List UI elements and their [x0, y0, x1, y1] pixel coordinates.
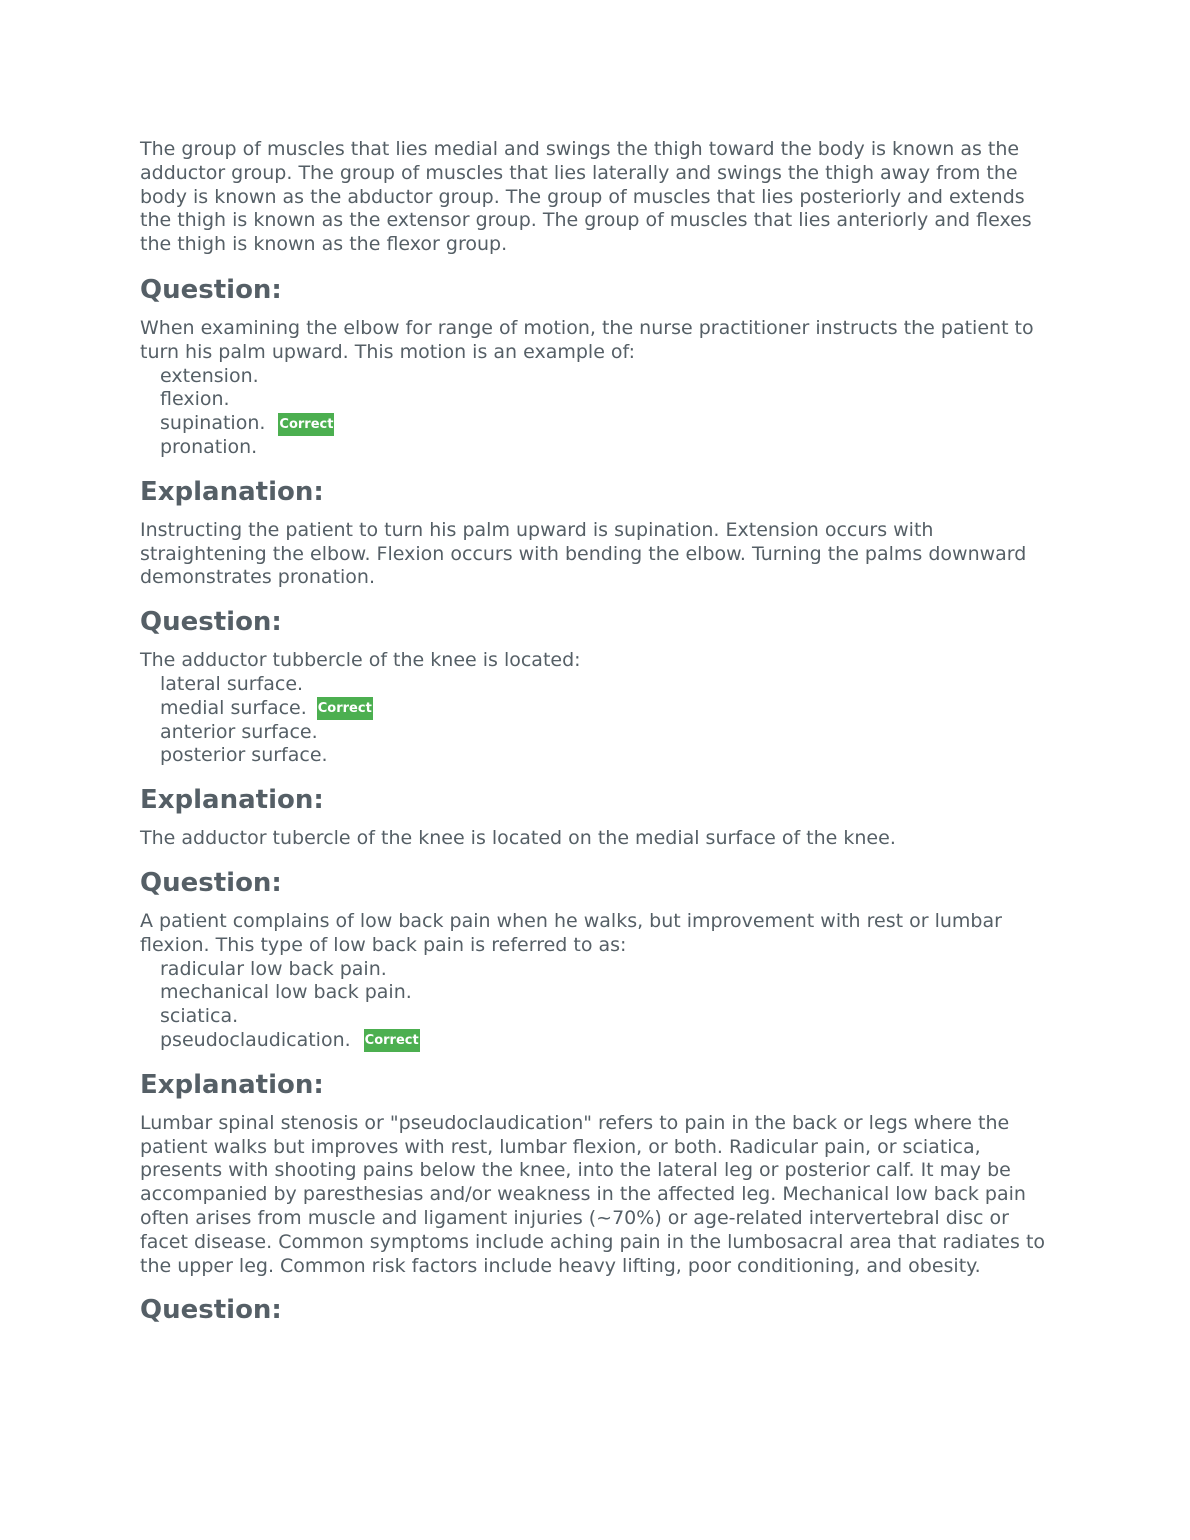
answer-option: [160, 958, 1050, 982]
answer-option-correct: [160, 1029, 1050, 1053]
question-text: When examining the elbow for range of motion, the nurse practitioner instructs the patient to turn his palm upward. This motion is an example of:: [140, 316, 1034, 363]
question-heading: Question:: [140, 1295, 282, 1326]
answer-option: [160, 744, 1050, 768]
explanation-heading: Explanation:: [140, 1069, 324, 1100]
correct-badge: Correct: [278, 413, 334, 436]
question-heading: Question:: [140, 274, 282, 305]
explanation-text: Instructing the patient to turn his palm upward is supination. Extension occurs with straightening the elbow. Flexion occurs with bending the elbow. Turning the palms downward demonstrates pronation.: [140, 518, 1027, 589]
answer-option: [160, 388, 1050, 412]
answer-option: [160, 436, 1050, 460]
question-text: A patient complains of low back pain when he walks, but improvement with rest or lumbar flexion. This type of low back pain is referred to as:: [140, 909, 1002, 956]
question-text: The adductor tubbercle of the knee is located:: [140, 649, 581, 672]
option-text: pseudoclaudication.: [160, 1028, 351, 1051]
answer-options: [140, 673, 1050, 768]
option-text: anterior surface.: [160, 720, 318, 743]
explanation-text: The adductor tubercle of the knee is located on the medial surface of the knee.: [140, 827, 896, 850]
intro-paragraph: The group of muscles that lies medial and swings the thigh toward the body is known as the adductor group. The group of muscles that lies laterally and swings the thigh away from the body is known as the abductor group. The group of muscles that lies posteriorly and extends the thigh is known as the extensor group. The group of muscles that lies anteriorly and flexes the thigh is known as the flexor group.: [140, 138, 1032, 256]
answer-option-correct: [160, 412, 1050, 436]
correct-badge: Correct: [317, 697, 373, 720]
answer-option: [160, 673, 1050, 697]
option-text: sciatica.: [160, 1005, 239, 1028]
option-text: flexion.: [160, 388, 230, 411]
answer-option: [160, 981, 1050, 1005]
answer-options: [140, 958, 1050, 1053]
option-text: extension.: [160, 364, 259, 387]
option-text: posterior surface.: [160, 744, 328, 767]
option-text: mechanical low back pain.: [160, 981, 412, 1004]
explanation-heading: Explanation:: [140, 476, 324, 507]
question-heading: Question:: [140, 867, 282, 898]
answer-option: [160, 721, 1050, 745]
answer-option: [160, 1005, 1050, 1029]
explanation-heading: Explanation:: [140, 785, 324, 816]
option-text: lateral surface.: [160, 672, 304, 695]
answer-option: [160, 365, 1050, 389]
option-text: supination.: [160, 412, 266, 435]
option-text: pronation.: [160, 435, 258, 458]
explanation-text: Lumbar spinal stenosis or "pseudoclaudication" refers to pain in the back or legs where the patient walks but improves with rest, lumbar flexion, or both. Radicular pain, or sciatica, presents with shooting pains below the knee, into the lateral leg or posterior calf. It may be accompanied by paresthesias and/or weakness in the affected leg. Mechanical low back pain often arises from muscle and ligament injuries (~70%) or age-related intervertebral disc or facet disease. Common symptoms include aching pain in the lumbosacral area that radiates to the upper leg. Common risk factors include heavy lifting, poor conditioning, and obesity.: [140, 1111, 1046, 1277]
answer-option-correct: [160, 697, 1050, 721]
correct-badge: Correct: [364, 1029, 420, 1052]
option-text: radicular low back pain.: [160, 957, 387, 980]
document-page: [140, 138, 1050, 1337]
question-heading: Question:: [140, 607, 282, 638]
answer-options: [140, 365, 1050, 460]
option-text: medial surface.: [160, 696, 307, 719]
